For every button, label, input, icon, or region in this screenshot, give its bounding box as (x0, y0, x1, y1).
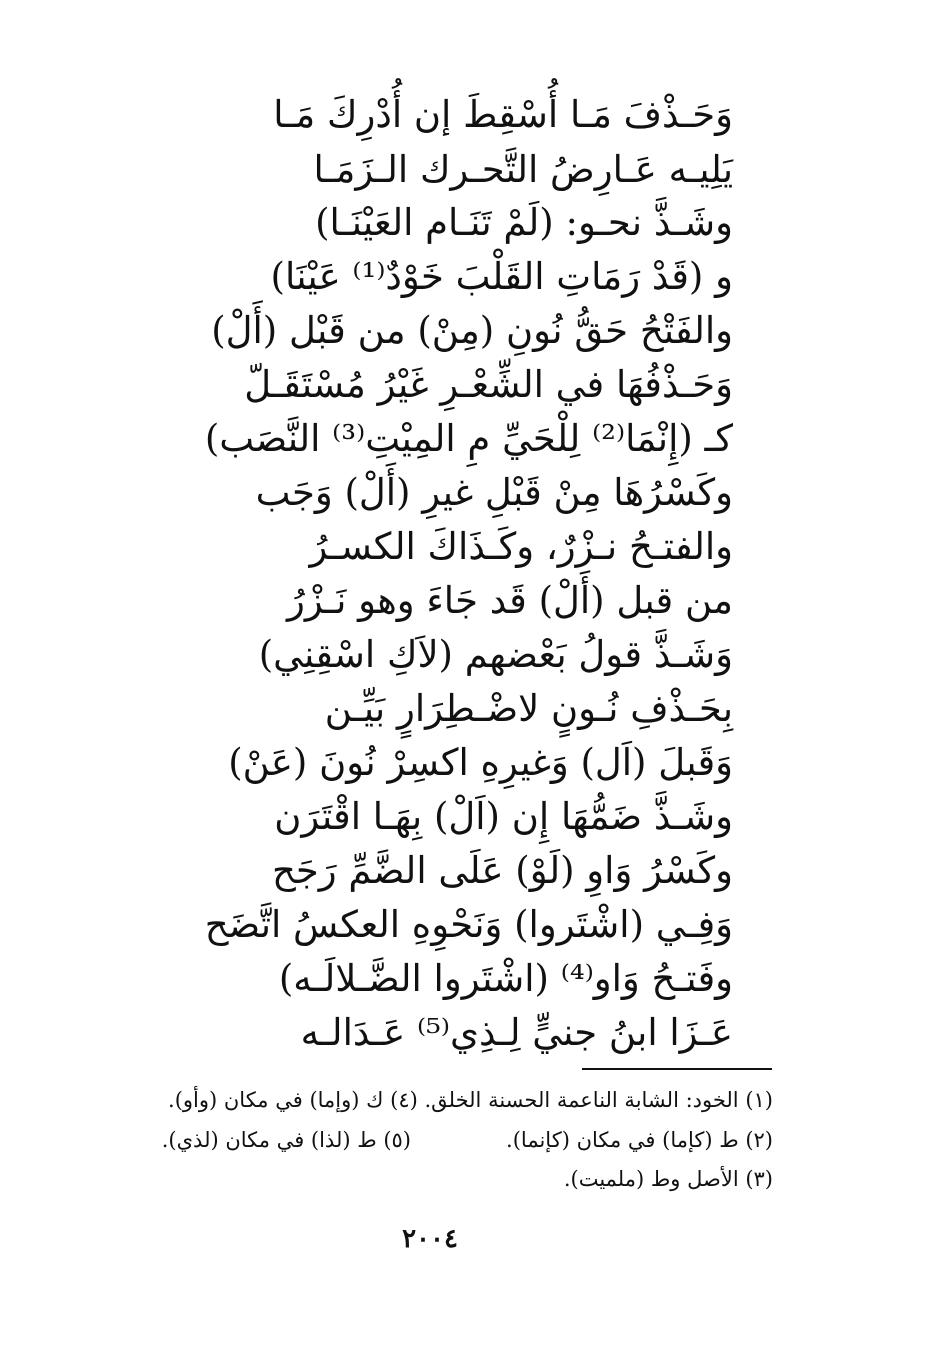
footnote-2: (٢) ط (كإما) في مكان (كإنما). (506, 1128, 773, 1152)
verse-6-first-hemistich: وَشَـذَّ قولُ بَعْضهم (لاَكِ اسْقِنِي) (258, 633, 733, 676)
verse-6-second-hemistich: بِحَـذْفِ نُـونٍ لاضْـطِرَارٍ بَيِّـن (324, 687, 733, 730)
verse-9-second-hemistich: عَـزَا ابنُ جنيٍّ لِـذِي⁽⁵⁾ عَـدَالـه (300, 1011, 733, 1054)
verse-1-second-hemistich: يَلِيـه عَـارِضُ التَّحـرك الـزَمَـا (313, 148, 733, 191)
verse-1-first-hemistich: وَحَـذْفَ مَـا أُسْقِطَ إن أُدْرِكَ مَـا (273, 93, 733, 136)
verse-7-second-hemistich: وشَـذَّ ضَمُّهَا إِن (اَلْ) بِهَـا اقْتَرَن (274, 795, 733, 838)
verse-4-second-hemistich: وكَسْرُهَا مِنْ قَبْلِ غيرِ (أَلْ) وَجَب (255, 471, 733, 514)
verse-2-second-hemistich: و (قَدْ رَمَاتِ القَلْبَ خَوْدٌ⁽¹⁾ عَيْنَا) (270, 255, 733, 298)
verse-8-first-hemistich: وكَسْرُ وَاوِ (لَوْ) عَلَى الضَّمِّ رَجَح (271, 849, 733, 892)
footnote-3: (٣) الأصل وط (ملميت). (563, 1167, 773, 1191)
verse-5-second-hemistich: من قبل (أَلْ) قَد جَاءَ وهو نَـزْرُ (286, 579, 733, 622)
verse-5-first-hemistich: والفتـحُ نـزْرٌ، وكَـذَاكَ الكسـرُ (309, 525, 733, 568)
verse-2-first-hemistich: وشَـذَّ نحـو: (لَمْ تَنَـام العَيْنَـا) (315, 201, 733, 244)
footnote-line-1: (١) الخود: الشابة الناعمة الحسنة الخلق. (٤) ك (وإما) في مكان (وأو). (168, 1088, 773, 1112)
verse-3-second-hemistich: وَحَـذْفُهَا في الشِّعْـرِ غَيْرُ مُسْتَقَـلّ (244, 363, 733, 406)
page-number: ٢٠٠٤ (402, 1224, 458, 1254)
footnote-5: (٥) ط (لذا) في مكان (لذي). (161, 1128, 411, 1152)
footnote-divider (582, 1068, 772, 1070)
verse-9-first-hemistich: وفَتـحُ وَاو⁽⁴⁾ (اشْتَروا الضَّـلالَـه) (278, 957, 733, 1000)
verse-7-first-hemistich: وَقَبلَ (اَل) وَغيرِهِ اكسِرْ نُونَ (عَنْ) (228, 741, 733, 784)
verse-3-first-hemistich: والفَتْحُ حَقُّ نُونِ (مِنْ) من قَبْل (أَلْ) (211, 309, 733, 352)
verse-8-second-hemistich: وَفِـي (اشْتَروا) وَنَحْوِهِ العكسُ اتَّضَح (204, 903, 733, 946)
verse-4-first-hemistich: كـ (إِنْمَا⁽²⁾ لِلْحَيِّ مِ المِيْتِ⁽³⁾ النَّصَب) (204, 417, 733, 460)
